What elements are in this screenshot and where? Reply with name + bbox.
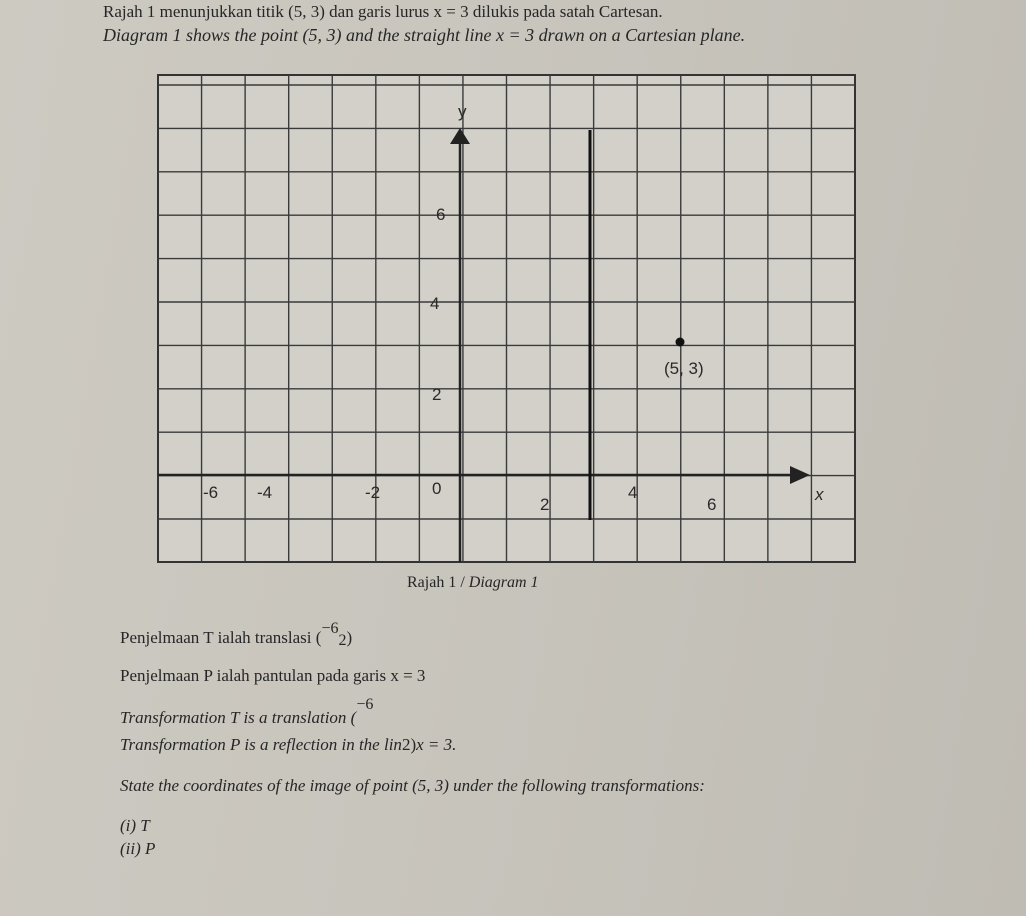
caption-malay: Rajah 1 /	[407, 574, 469, 591]
y-tick: 4	[430, 294, 440, 313]
t-english-text: Transformation T is a translation (	[120, 708, 357, 727]
x-tick: -6	[203, 483, 219, 502]
question-p-english	[120, 735, 456, 755]
t-malay-text: Penjelmaan T ialah translasi (	[120, 628, 322, 647]
part-ii: (ii) P	[120, 839, 156, 858]
header-english: Diagram 1 shows the point (5, 3) and the straight line x = 3 drawn on a Cartesian plane.	[103, 25, 746, 45]
header-malay: Rajah 1 menunjukkan titik (5, 3) dan garis lurus x = 3 dilukis pada satah Cartesan.	[103, 2, 663, 21]
question-t-english	[120, 696, 374, 728]
instruction: State the coordinates of the image of point (5, 3) under the following transformations:	[120, 776, 705, 795]
t-english-vector-top: −6	[356, 696, 374, 713]
p-english-suffix: x = 3.	[416, 735, 457, 754]
p-english-text: Transformation P is a reflection in the lin	[120, 735, 402, 754]
t-vector-top: −6	[321, 620, 339, 637]
x-tick: 6	[707, 495, 717, 514]
x-tick: 0	[432, 479, 442, 498]
x-tick: -4	[257, 483, 273, 502]
x-axis-label: x	[815, 485, 824, 504]
question-t-malay	[120, 620, 353, 649]
p-english-overlap: 2)	[401, 735, 417, 754]
point-5-3	[676, 338, 685, 347]
y-axis-label: y	[458, 102, 467, 121]
y-tick: 6	[436, 205, 446, 224]
diagram-caption	[407, 574, 539, 592]
y-tick: 2	[432, 385, 442, 404]
point-label: (5, 3)	[664, 359, 704, 378]
x-tick: 2	[540, 495, 550, 514]
caption-english: Diagram 1	[468, 574, 539, 591]
question-p-malay: Penjelmaan P ialah pantulan pada garis x = 3	[120, 666, 426, 685]
t-vector-close: )	[346, 628, 353, 647]
x-tick: -2	[365, 483, 381, 502]
part-i: (i) T	[120, 816, 150, 835]
x-tick: 4	[628, 483, 638, 502]
t-vector-bottom: 2	[338, 632, 347, 649]
